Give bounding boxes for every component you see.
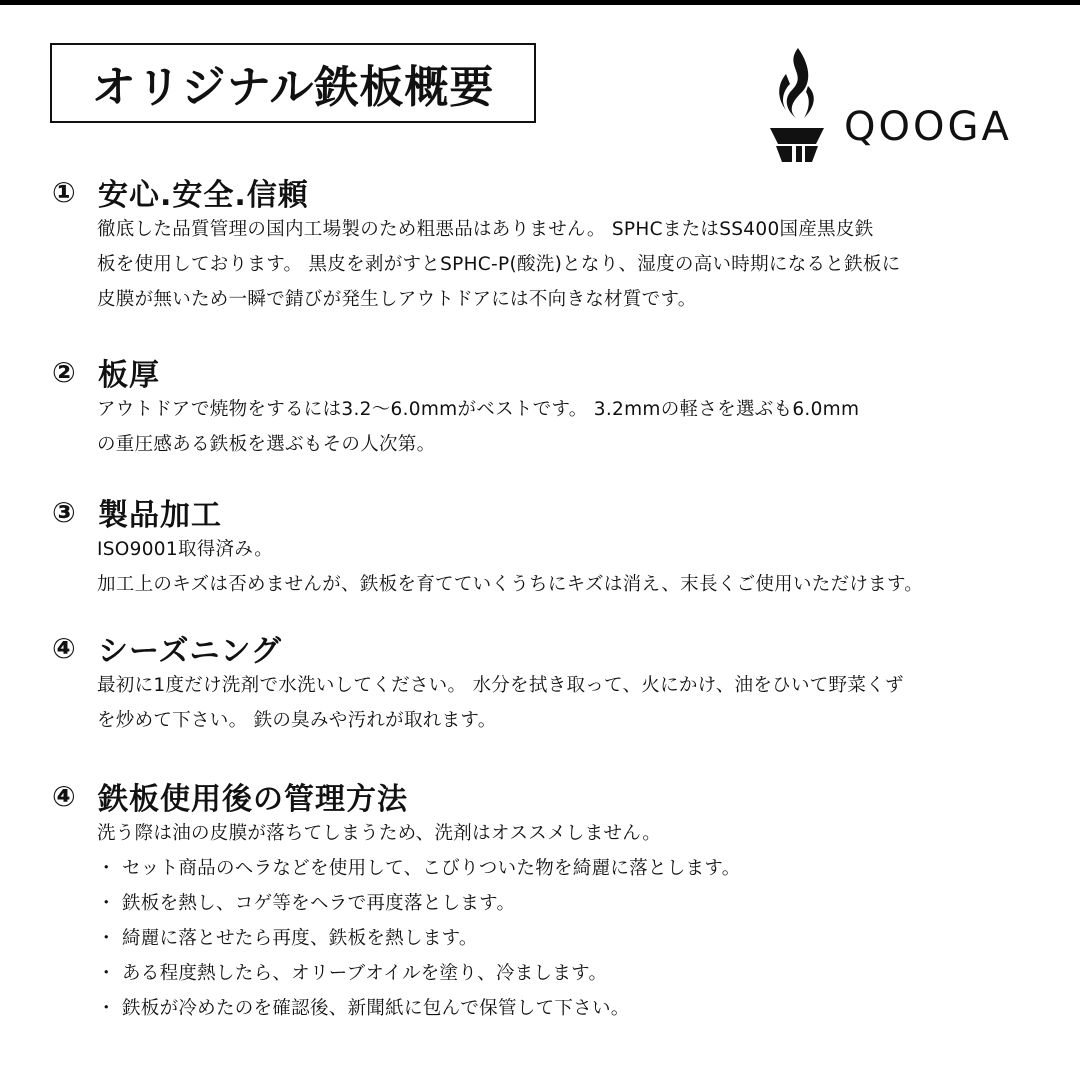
page-title: オリジナル鉄板概要	[91, 62, 495, 113]
section-body	[97, 816, 1040, 1026]
section-title: シーズニング	[98, 634, 282, 669]
title-box	[50, 43, 536, 123]
body-line: 板を使用しております。 黒皮を剥がすとSPHC-P(酸洗)となり、湿度の高い時期になると鉄板に	[97, 254, 901, 275]
body-line: アウトドアで焼物をするには3.2〜6.0mmがベストです。 3.2mmの軽さを選ぶも6.0mm	[97, 399, 860, 420]
section-title: 製品加工	[98, 498, 222, 533]
body-line: 皮膜が無いため一瞬で錆びが発生しアウトドアには不向きな材質です。	[97, 289, 697, 310]
bullet-item: ・ セット商品のヘラなどを使用して、こびりついた物を綺麗に落とします。	[97, 858, 741, 879]
body-line: を炒めて下さい。 鉄の臭みや汚れが取れます。	[97, 710, 497, 731]
section-title: 鉄板使用後の管理方法	[98, 782, 408, 817]
body-line: の重圧感ある鉄板を選ぶもその人次第。	[97, 434, 436, 455]
section-number: ③	[52, 495, 76, 529]
section-body	[97, 212, 1040, 317]
section-number: ④	[52, 631, 76, 665]
section-thickness	[52, 352, 1040, 462]
bullet-item: ・ ある程度熱したら、オリーブオイルを塗り、冷まします。	[97, 963, 608, 984]
section-number: ④	[52, 779, 76, 813]
section-number: ②	[52, 355, 76, 389]
section-number: ①	[52, 175, 76, 209]
bullet-item: ・ 鉄板を熱し、コゲ等をヘラで再度落とします。	[97, 893, 516, 914]
body-line: 加工上のキズは否めませんが、鉄板を育てていくうちにキズは消え、末長くご使用いただけます。	[97, 574, 924, 595]
section-seasoning	[52, 628, 1040, 738]
logo-text: QOOGA	[844, 104, 1012, 150]
section-processing	[52, 492, 1040, 602]
top-border	[0, 0, 1080, 5]
brand-logo	[762, 46, 1042, 166]
body-line: 洗う際は油の皮膜が落ちてしまうため、洗剤はオススメしません。	[97, 823, 662, 844]
section-body	[97, 392, 1040, 462]
body-line: 徹底した品質管理の国内工場製のため粗悪品はありません。 SPHCまたはSS400国産黒皮鉄	[97, 219, 874, 240]
body-line: ISO9001取得済み。	[97, 539, 274, 560]
bullet-item: ・ 鉄板が冷めたのを確認後、新聞紙に包んで保管して下さい。	[97, 998, 630, 1019]
section-maintenance	[52, 776, 1040, 1026]
flame-brazier-icon	[762, 46, 832, 166]
bullet-item: ・ 綺麗に落とせたら再度、鉄板を熱します。	[97, 928, 478, 949]
section-safety	[52, 172, 1040, 317]
section-title: 板厚	[98, 358, 160, 393]
body-line: 最初に1度だけ洗剤で水洗いしてください。 水分を拭き取って、火にかけ、油をひいて野菜くず	[97, 675, 904, 696]
section-title: 安心.安全.信頼	[98, 178, 309, 213]
section-body	[97, 668, 1040, 738]
section-body	[97, 532, 1040, 602]
